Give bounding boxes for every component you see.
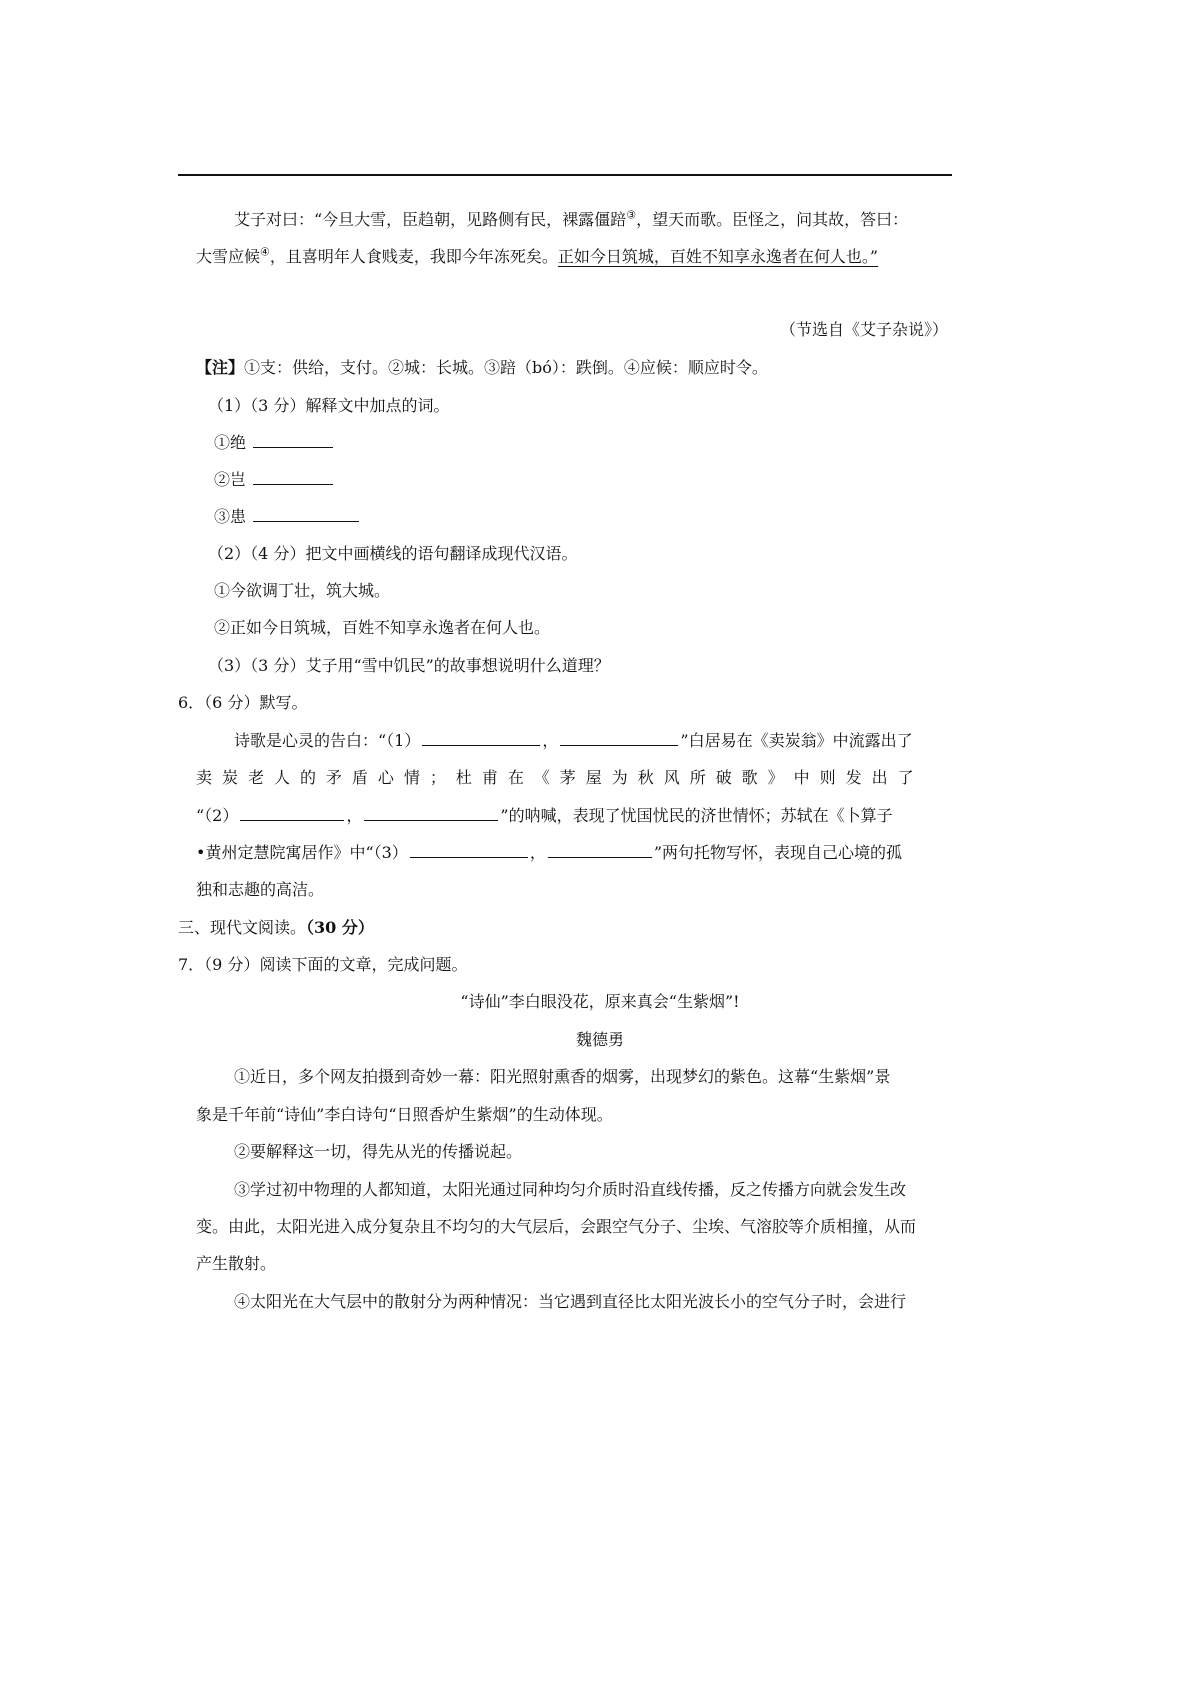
article-paragraph-1: ①近日，多个网友拍摄到奇妙一幕：阳光照射熏香的烟雾，出现梦幻的紫色。这幕“生紫烟”景 — [234, 1067, 891, 1086]
spaced-char: 茅 — [559, 768, 576, 787]
article-paragraph-4: ④太阳光在大气层中的散射分为两种情况：当它遇到直径比太阳光波长小的空气分子时，会进行 — [234, 1292, 907, 1311]
answer-blank[interactable] — [364, 806, 498, 821]
answer-blank[interactable] — [253, 507, 359, 522]
answer-blank[interactable] — [253, 470, 333, 485]
q5-part2-prompt: （2）（4 分）把文中画横线的语句翻译成现代汉语。 — [208, 544, 578, 563]
spaced-char: 人 — [273, 768, 290, 787]
underlined-sentence: 正如今日筑城，百姓不知享永逸者在何人也。” — [557, 247, 879, 266]
article-paragraph-2: ②要解释这一切，得先从光的传播说起。 — [234, 1142, 523, 1161]
article-title: “诗仙”李白眼没花，原来真会“生紫烟”! — [460, 992, 740, 1011]
answer-blank[interactable] — [548, 843, 652, 858]
notes: 【注】①支：供给，支付。②城：长城。③踣（bó）：跌倒。④应候：顺应时令。 — [196, 358, 768, 377]
spaced-char: 所 — [689, 768, 706, 787]
spaced-char: 卖 — [196, 768, 213, 787]
answer-blank[interactable] — [410, 843, 528, 858]
spaced-char: 屋 — [585, 768, 602, 787]
q5-sentence-2: ②正如今日筑城，百姓不知享永逸者在何人也。 — [214, 618, 551, 637]
q5-part3-prompt: （3）（3 分）艾子用“雪中饥民”的故事想说明什么道理？ — [208, 656, 610, 675]
spaced-char: 杜 — [455, 768, 472, 787]
spaced-char: 在 — [507, 768, 524, 787]
answer-blank[interactable] — [560, 731, 678, 746]
header-rule — [178, 174, 952, 176]
q6-line-4: •黄州定慧院寓居作》中“（3） ， ”两句托物写怀，表现自己心境的孤 — [196, 843, 903, 862]
spaced-char: 出 — [871, 768, 888, 787]
q6-line-2 — [196, 768, 914, 788]
passage-line-2: 大雪应候④，且喜明年人食贱麦，我即今年冻死矣。正如今日筑城，百姓不知享永逸者在何人也。” — [196, 245, 879, 266]
spaced-char: 矛 — [325, 768, 342, 787]
q6-line-5: 独和志趣的高洁。 — [196, 880, 325, 899]
spaced-char: 心 — [377, 768, 394, 787]
article-author: 魏德勇 — [575, 1030, 624, 1049]
spaced-char: 盾 — [351, 768, 368, 787]
spaced-char: ； — [429, 768, 446, 787]
answer-blank[interactable] — [240, 806, 344, 821]
spaced-char: 》 — [767, 768, 784, 787]
section-3-heading: 三、现代文阅读。（30 分） — [178, 918, 374, 937]
q5-word-1: ①绝 — [214, 433, 335, 453]
spaced-char: 甫 — [481, 768, 498, 787]
article-paragraph-1-cont: 象是千年前“诗仙”李白诗句“日照香炉生紫烟”的生动体现。 — [196, 1105, 613, 1124]
article-paragraph-3: ③学过初中物理的人都知道，太阳光通过同种均匀介质时沿直线传播，反之传播方向就会发生改 — [234, 1180, 907, 1199]
spaced-char: 歌 — [741, 768, 758, 787]
spaced-char: 的 — [299, 768, 316, 787]
spaced-char: 风 — [663, 768, 680, 787]
spaced-char: 炭 — [221, 768, 238, 787]
footnote-mark-4: ④ — [260, 245, 270, 259]
spaced-char: 情 — [403, 768, 420, 787]
spaced-char: 破 — [715, 768, 732, 787]
spaced-char: 为 — [611, 768, 628, 787]
spaced-char: 秋 — [637, 768, 654, 787]
answer-blank[interactable] — [253, 433, 333, 448]
article-paragraph-3-end: 产生散射。 — [196, 1254, 277, 1273]
answer-blank[interactable] — [422, 731, 540, 746]
q5-part1-prompt: （1）（3 分）解释文中加点的词。 — [208, 396, 450, 415]
passage-source: （节选自《艾子杂说》） — [779, 320, 948, 339]
article-paragraph-3-cont: 变。由此，太阳光进入成分复杂且不均匀的大气层后，会跟空气分子、尘埃、气溶胶等介质相撞，从而 — [196, 1217, 917, 1236]
passage-line-1: 艾子对曰：“今旦大雪，臣趋朝，见路侧有民，裸露僵踣③，望天而歌。臣怪之，问其故，答曰： — [234, 208, 909, 229]
footnote-mark-3: ③ — [626, 208, 637, 222]
q5-word-2: ②岂 — [214, 470, 335, 490]
spaced-char: 中 — [793, 768, 810, 787]
q5-sentence-1: ①今欲调丁壮，筑大城。 — [214, 581, 391, 600]
q6-heading: 6．（6 分）默写。 — [178, 693, 308, 712]
q7-heading: 7．（9 分）阅读下面的文章，完成问题。 — [178, 955, 468, 974]
spaced-char: 了 — [897, 768, 914, 787]
spaced-char: 老 — [247, 768, 264, 787]
spaced-char: 《 — [533, 768, 550, 787]
spaced-char: 发 — [845, 768, 862, 787]
q5-word-3: ③患 — [214, 507, 361, 527]
q6-line-3: “（2） ， ”的呐喊，表现了忧国忧民的济世情怀；苏轼在《卜算子 — [196, 806, 893, 825]
spaced-char: 则 — [819, 768, 836, 787]
q6-line-1: 诗歌是心灵的告白：“（1） ， ”白居易在《卖炭翁》中流露出了 — [234, 731, 913, 750]
